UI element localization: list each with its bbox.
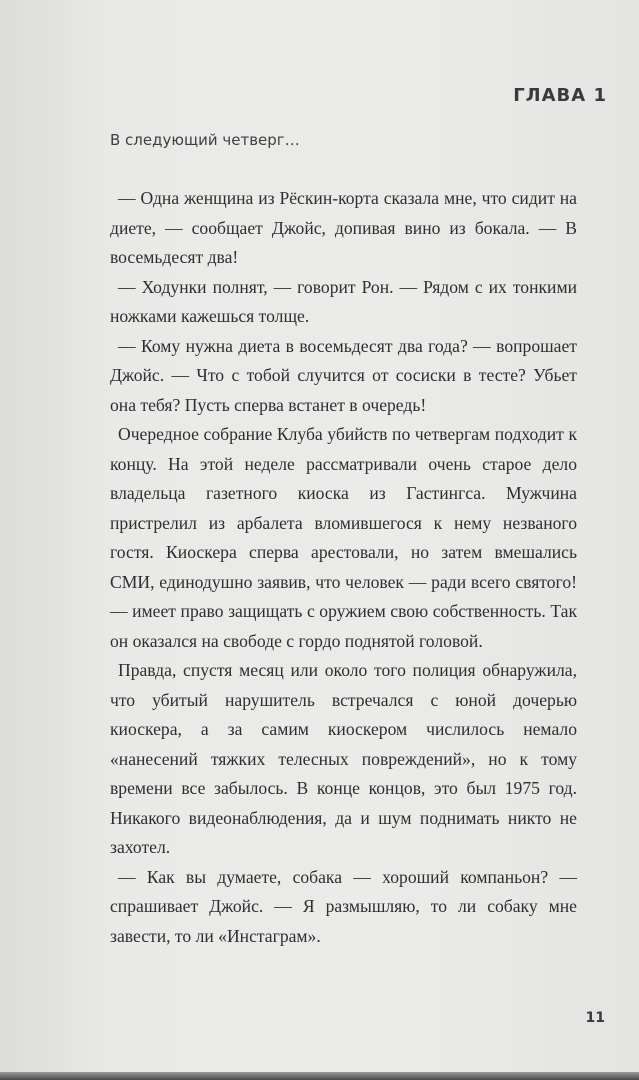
chapter-heading: ГЛАВА 1 — [513, 85, 607, 106]
paragraph: Очередное собрание Клуба убийств по четвергам подходит к концу. На этой неделе рассматривали очень старое дело владельца газетного киоска из Гастингса. Мужчина пристрелил из арбалета вломившегося к нему незваного гостя. Киоскера сперва арестовали, но затем вмешались СМИ, единодушно заявив, что человек — ради всего святого! — имеет право защищать с оружием свою собственность. Так он оказался на свободе с гордо поднятой головой. — [110, 424, 577, 651]
paragraph: — Ходунки полнят, — говорит Рон. — Рядом с их тонкими ножками кажешься толще. — [110, 276, 577, 326]
paragraph: Правда, спустя месяц или около того полиция обнаружила, что убитый нарушитель встречался с юной дочерью киоскера, а за самим киоскером числилось немало «нанесений тяжких телесных повреждений», но к тому времени все забылось. В конце концов, это был 1975 год. Никакого видеонаблюдения, да и шум поднимать никто не захотел. — [110, 660, 577, 857]
paragraph: — Кому нужна диета в восемьдесят два года? — вопрошает Джойс. — Что с тобой случится от сосиски в тесте? Убьет она тебя? Пусть сперва встанет в очередь! — [110, 335, 577, 415]
chapter-subtitle: В следующий четверг… — [110, 131, 300, 149]
paragraph: — Как вы думаете, собака — хороший компаньон? — спрашивает Джойс. — Я размышляю, то ли собаку мне завести, то ли «Инстаграм». — [110, 866, 577, 946]
body-text — [110, 184, 577, 951]
page-bottom-edge — [0, 1072, 639, 1080]
paragraph: — Одна женщина из Рёскин-корта сказала мне, что сидит на диете, — сообщает Джойс, допивая вино из бокала. — В восемьдесят два! — [110, 188, 577, 267]
page-number: 11 — [585, 1010, 605, 1026]
